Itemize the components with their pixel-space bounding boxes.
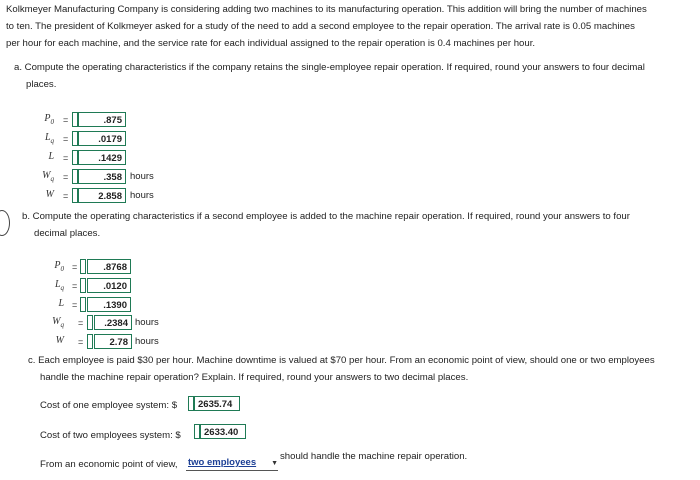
sub-q: q xyxy=(60,321,64,329)
part-b-question-line-2: decimal places. xyxy=(34,228,101,239)
l-a-input[interactable]: .1429 xyxy=(78,150,126,165)
part-a-question-line-1: a. Compute the operating characteristics if the company retains the single-employee repair operation. If required, round your answers to four decimal xyxy=(14,62,645,73)
equals-sign: = xyxy=(63,191,69,201)
wq-b-input[interactable]: .2384 xyxy=(94,315,132,330)
sub-q: q xyxy=(50,175,54,183)
answer-status-box xyxy=(80,259,86,274)
equals-sign: = xyxy=(72,281,78,291)
equals-sign: = xyxy=(72,262,78,272)
part-c-question-line-2: handle the machine repair operation? Explain. If required, round your answers to two decimal places. xyxy=(40,372,469,383)
w-b-input[interactable]: 2.78 xyxy=(94,334,132,349)
sub-q: q xyxy=(50,137,54,145)
p0-a-input[interactable]: .875 xyxy=(78,112,126,127)
employees-dropdown-value: two employees xyxy=(188,457,257,468)
label-p0-b-text: P xyxy=(54,260,61,271)
unit-hours: hours xyxy=(135,317,159,328)
intro-line-1: Kolkmeyer Manufacturing Company is considering adding two machines to its manufacturing operation. This addition will bring the number of machines xyxy=(6,4,647,15)
sub-0: 0 xyxy=(50,118,54,126)
answer-status-box xyxy=(80,297,86,312)
label-w-b: W xyxy=(55,335,64,346)
label-p0-a-text: P xyxy=(44,113,51,124)
label-wq-b xyxy=(38,316,64,329)
intro-line-2: to ten. The president of Kolkmeyer asked for a study of the need to add a second employee to the repair operation. The arrival rate is 0.05 machines xyxy=(6,21,635,32)
lq-a-input[interactable]: .0179 xyxy=(78,131,126,146)
intro-line-3: per hour for each machine, and the service rate for each individual assigned to the repair operation is 0.4 machines per hour. xyxy=(6,38,536,49)
equals-sign: = xyxy=(63,153,69,163)
cost-two-label: Cost of two employees system: $ xyxy=(40,430,181,441)
answer-status-box xyxy=(87,315,93,330)
equals-sign: = xyxy=(63,134,69,144)
unit-hours: hours xyxy=(135,336,159,347)
cost-one-input[interactable]: 2635.74 xyxy=(194,396,240,411)
label-lq-b-text: L xyxy=(54,279,61,290)
chevron-down-icon: ▼ xyxy=(271,460,278,467)
label-wq-a xyxy=(28,170,54,183)
p0-b-input[interactable]: .8768 xyxy=(87,259,131,274)
section-marker xyxy=(0,210,10,236)
econ-prefix: From an economic point of view, xyxy=(40,459,178,470)
part-c-question xyxy=(28,352,696,386)
sub-q: q xyxy=(60,284,64,292)
part-a-question-line-2: places. xyxy=(26,79,57,90)
part-b-question xyxy=(22,208,692,242)
equals-sign: = xyxy=(63,115,69,125)
employees-dropdown[interactable] xyxy=(186,458,278,471)
label-p0-b xyxy=(38,260,64,273)
equals-sign: = xyxy=(72,300,78,310)
unit-hours: hours xyxy=(130,171,154,182)
equals-sign: = xyxy=(63,172,69,182)
label-wq-b-text: W xyxy=(52,316,61,327)
unit-hours: hours xyxy=(130,190,154,201)
w-a-input[interactable]: 2.858 xyxy=(78,188,126,203)
l-b-input[interactable]: .1390 xyxy=(87,297,131,312)
cost-one-label: Cost of one employee system: $ xyxy=(40,400,178,411)
part-b-question-line-1: b. Compute the operating characteristics if a second employee is added to the machine repair operation. If required, round your answers to four xyxy=(22,211,630,222)
label-l-a: L xyxy=(48,151,54,162)
equals-sign: = xyxy=(78,337,84,347)
answer-status-box xyxy=(80,278,86,293)
label-p0-a xyxy=(28,113,54,126)
equals-sign: = xyxy=(78,318,84,328)
sub-0: 0 xyxy=(60,265,64,273)
label-lq-a-text: L xyxy=(44,132,51,143)
answer-status-box xyxy=(87,334,93,349)
label-w-a: W xyxy=(45,189,54,200)
wq-a-input[interactable]: .358 xyxy=(78,169,126,184)
part-a-question xyxy=(14,59,694,93)
label-lq-b xyxy=(38,279,64,292)
econ-suffix: should handle the machine repair operation. xyxy=(280,451,468,462)
part-c-question-line-1: c. Each employee is paid $30 per hour. Machine downtime is valued at $70 per hour. From an economic point of view, should one or two employees xyxy=(28,355,655,366)
cost-two-input[interactable]: 2633.40 xyxy=(200,424,246,439)
label-lq-a xyxy=(28,132,54,145)
intro-text xyxy=(6,1,696,52)
label-l-b: L xyxy=(58,298,64,309)
lq-b-input[interactable]: .0120 xyxy=(87,278,131,293)
label-wq-a-text: W xyxy=(42,170,51,181)
